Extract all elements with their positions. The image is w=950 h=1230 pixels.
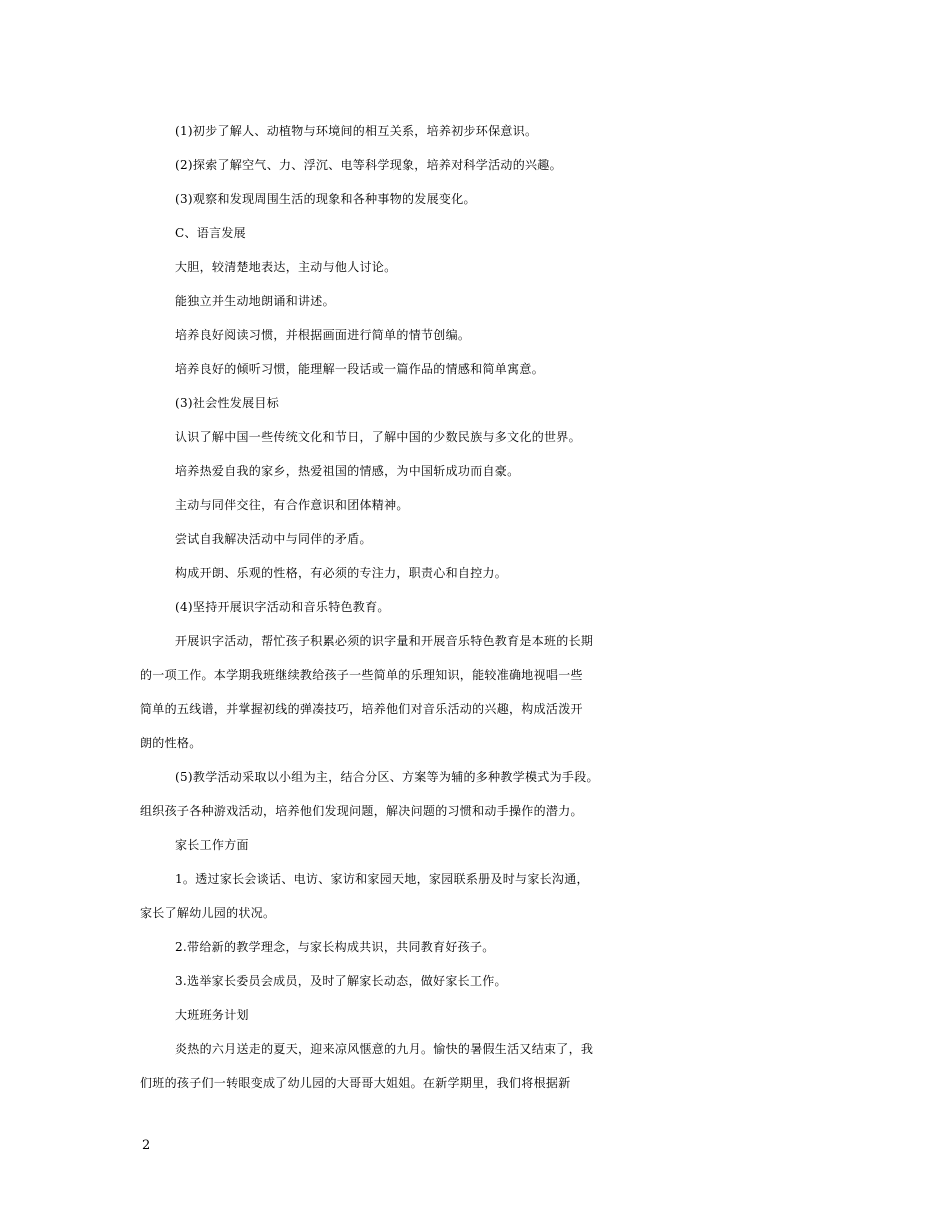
text-line: (2)探索了解空气、力、浮沉、电等科学现象，培养对科学活动的兴趣。	[175, 158, 562, 172]
section-heading: (4)坚持开展识字活动和音乐特色教育。	[175, 600, 390, 614]
paragraph-line: 炎热的六月送走的夏天，迎来凉风惬意的九月。愉快的暑假生活又结束了，我	[175, 1042, 594, 1056]
text-line: 主动与同伴交往，有合作意识和团体精神。	[175, 498, 409, 512]
text-line: 培养热爱自我的家乡，热爱祖国的情感，为中国斩成功而自豪。	[175, 464, 520, 478]
paragraph-line: (5)教学活动采取以小组为主，结合分区、方案等为辅的多种教学模式为手段。	[175, 770, 599, 784]
text-line: 大胆，较清楚地表达，主动与他人讨论。	[175, 260, 397, 274]
text-line: 认识了解中国一些传统文化和节日，了解中国的少数民族与多文化的世界。	[175, 430, 581, 444]
text-line: 2.带给新的教学理念，与家长构成共识，共同教育好孩子。	[175, 940, 495, 954]
text-line: 尝试自我解决活动中与同伴的矛盾。	[175, 532, 372, 546]
text-line: 构成开朗、乐观的性格，有必须的专注力，职责心和自控力。	[175, 566, 508, 580]
paragraph-line: 们班的孩子们一转眼变成了幼儿园的大哥哥大姐姐。在新学期里，我们将根据新	[140, 1076, 571, 1090]
text-line: 培养良好的倾听习惯，能理解一段话或一篇作品的情感和简单寓意。	[175, 362, 545, 376]
section-heading: 家长工作方面	[175, 838, 249, 852]
paragraph-line: 家长了解幼儿园的状况。	[140, 906, 276, 920]
section-heading: 大班班务计划	[175, 1008, 249, 1022]
section-heading: C、语言发展	[175, 226, 246, 240]
paragraph-line: 组织孩子各种游戏活动，培养他们发现问题，解决问题的习惯和动手操作的潜力。	[140, 804, 583, 818]
text-line: 3.选举家长委员会成员，及时了解家长动态，做好家长工作。	[175, 974, 507, 988]
paragraph-line: 开展识字活动，帮忙孩子积累必须的识字量和开展音乐特色教育是本班的长期	[175, 634, 594, 648]
text-line: (1)初步了解人、动植物与环境间的相互关系，培养初步环保意识。	[175, 124, 538, 138]
text-line: (3)观察和发现周围生活的现象和各种事物的发展变化。	[175, 192, 476, 206]
paragraph-line: 的一项工作。本学期我班继续教给孩子一些简单的乐理知识，能较准确地视唱一些	[140, 668, 583, 682]
text-line: 培养良好阅读习惯，并根据画面进行简单的情节创编。	[175, 328, 471, 342]
section-heading: (3)社会性发展目标	[175, 396, 279, 410]
text-line: 能独立并生动地朗诵和讲述。	[175, 294, 335, 308]
paragraph-line: 1。透过家长会谈话、电访、家访和家园天地，家园联系册及时与家长沟通，	[175, 872, 589, 886]
page-number: 2	[142, 1138, 151, 1153]
paragraph-line: 简单的五线谱，并掌握初线的弹凑技巧，培养他们对音乐活动的兴趣，构成活泼开	[140, 702, 583, 716]
paragraph-line: 朗的性格。	[140, 736, 202, 750]
